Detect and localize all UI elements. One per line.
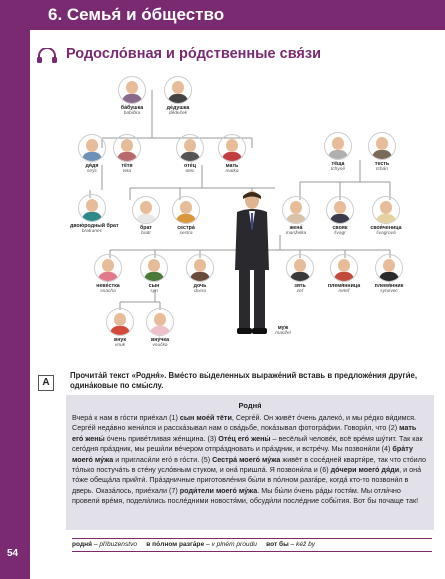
vocab-term-1: родня́ (72, 541, 92, 548)
vocab-def-1: – příbuzenstvo (91, 541, 138, 548)
page-number: 54 (7, 548, 19, 559)
main-person-figure (231, 190, 273, 340)
vocab-def-2: – v plném proudu (204, 541, 257, 548)
brother-in-law-portrait-icon (326, 196, 354, 224)
highlighted-phrase-3: Оте́ц его́ жены́ (218, 433, 271, 443)
grandson-portrait-icon (106, 308, 134, 336)
highlighted-phrase-7: роди́тели моего́ му́жа (179, 485, 258, 495)
headphones-icon (36, 48, 58, 64)
person-son-in-law: зять zeť (278, 254, 322, 295)
highlighted-phrase-2: мать его́ жены́ (72, 423, 417, 443)
reading-text-box (66, 395, 434, 530)
person-nephew: племя́нник synovec (367, 254, 411, 295)
person-father-in-law: тесть tchán (360, 132, 404, 173)
granddaughter-portrait-icon (146, 308, 174, 336)
father-portrait-icon (176, 134, 204, 162)
person-niece: племя́нница neteř (322, 254, 366, 295)
mother-in-law-portrait-icon (324, 132, 352, 160)
person-daughter: дочь dcera (178, 254, 222, 295)
grandmother-portrait-icon (118, 76, 146, 104)
highlighted-phrase-1: сын мое́й тёти (179, 413, 232, 422)
chapter-title: 6. Семья́ и о́бщество (48, 5, 225, 24)
highlighted-phrase-4: бра́ту моего́ му́жа (72, 444, 413, 464)
reading-text-title: Родня́ (238, 401, 262, 410)
person-uncle: дя́дя strýc (70, 134, 114, 175)
person-sister-in-law: своя́ченица švagrová (364, 196, 408, 237)
son-portrait-icon (140, 254, 168, 282)
section-title: Родосло́вная и ро́дственные свя́зи (66, 46, 321, 62)
son-in-law-portrait-icon (286, 254, 314, 282)
grandfather-portrait-icon (164, 76, 192, 104)
person-mother-in-law: тёща tchyně (316, 132, 360, 173)
person-granddaughter: вну́чка vnučka (138, 308, 182, 349)
brother-portrait-icon (132, 196, 160, 224)
person-brother: брат bratr (124, 196, 168, 237)
mother-portrait-icon (218, 134, 246, 162)
person-son: сын syn (132, 254, 176, 295)
task-instruction: Прочита́й текст «Родня́». Вме́сто вы́деленных выраже́ний вставь в предложе́ния други́е, одина́ковые по смы́слу. (70, 371, 418, 390)
father-in-law-portrait-icon (368, 132, 396, 160)
person-wife: жена́ manželka (274, 196, 318, 237)
highlighted-phrase-5: Сестра́ моего́ му́жа (212, 454, 281, 464)
person-husband-label: муж manžel (275, 325, 291, 336)
aunt-portrait-icon (113, 134, 141, 162)
daughter-portrait-icon (186, 254, 214, 282)
person-grandson: внук vnuk (98, 308, 142, 349)
person-aunt: тётя teta (105, 134, 149, 175)
wife-portrait-icon (282, 196, 310, 224)
chapter-sidebar (0, 0, 30, 579)
uncle-portrait-icon (78, 134, 106, 162)
sister-portrait-icon (172, 196, 200, 224)
cousin-portrait-icon (78, 194, 106, 222)
nephew-portrait-icon (375, 254, 403, 282)
person-grandmother: ба́бушка babička (110, 76, 154, 117)
daughter-in-law-portrait-icon (94, 254, 122, 282)
person-brother-in-law: свояк švagr (318, 196, 362, 237)
vocab-term-3: вот бы (266, 541, 289, 548)
person-grandfather: де́душка dědeček (156, 76, 200, 117)
sister-in-law-portrait-icon (372, 196, 400, 224)
person-father: оте́ц otec (168, 134, 212, 175)
task-letter: А (38, 375, 54, 391)
person-mother: мать matka (210, 134, 254, 175)
person-sister: сестра́ sestra (164, 196, 208, 237)
person-daughter-in-law: неве́стка snacha (86, 254, 130, 295)
niece-portrait-icon (330, 254, 358, 282)
vocab-def-3: – kéž by (288, 541, 316, 548)
vocab-term-2: в по́лном разга́ре (146, 541, 205, 548)
family-tree (60, 70, 435, 348)
reading-text-body: Вчера́ к нам в го́сти прие́хал (1) сын мое́й тёти, Серге́й. Он живёт о́чень далеко́, и мы ре́дко ви́димся. Серге́й неда́вно жени́лся и расска́зывал нам о сва́дьбе, пока́зывал фотогра́фии. Говори́л, что (2) мать его́ жены́ о́чень приве́тливая же́нщина. (3) Оте́ц его́ жены́ – весёлый челове́к, всё вре́мя шу́тит. Так как сего́дня пра́здник, мы реши́ли ве́чером отпра́здновать и пра́здник, и встре́чу. Мы позвони́ли (4) бра́ту моего́ му́жа и пригласи́ли его́ в го́сти. (5) Сестра́ моего́ му́жа живёт в сосе́дней кварти́ре, так что сто́ило то́лько постуча́ть в сте́ну усло́вным стуком, и она́ пришла́. Я позвони́ла и (6) до́чери моего́ дя́ди, и она́ то́же обеща́ла прийти́. Пра́здничные приготовле́ния бы́ли в по́лном разга́ре, когда́ кто-то позвони́л в дверь. Оказа́лось, прие́хали (7) роди́тели моего́ му́жа. Мы бы́ли о́чень ра́ды гостя́м. Мы отли́чно провели́ вре́мя, подели́лись после́дними новостя́ми, обсуди́ли после́дние собы́тия. Вот бы почаще так! (72, 413, 426, 506)
person-cousin: двою́родный брат bratranec (70, 194, 114, 235)
vocabulary-strip (72, 538, 432, 552)
highlighted-phrase-6: до́чери моего́ дя́ди (330, 465, 400, 475)
